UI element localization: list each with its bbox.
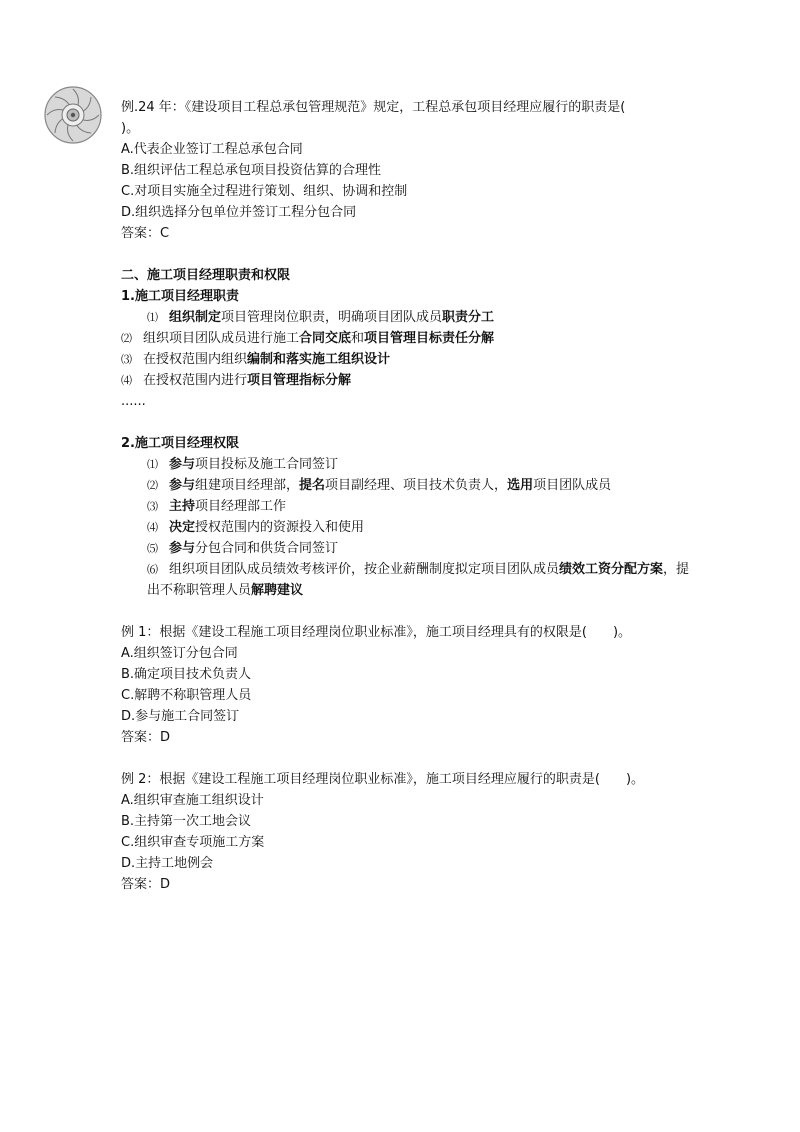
authority-item xyxy=(121,538,696,559)
bold-keyword: 参与 xyxy=(169,541,196,556)
bold-keyword: 提名 xyxy=(299,478,326,493)
item-text: 授权范围内的资源投入和使用 xyxy=(195,520,365,535)
bold-keyword: 参与 xyxy=(169,457,196,472)
item-text: 项目经理部工作 xyxy=(195,499,287,514)
item-number: ⑹ xyxy=(147,563,158,576)
bold-keyword: 绩效工资分配方案 xyxy=(559,562,664,577)
authority-item xyxy=(121,496,696,517)
duties-item xyxy=(121,307,696,328)
ex1-option-a: A.组织签订分包合同 xyxy=(121,646,238,661)
item-number: ⑵ xyxy=(121,332,132,345)
authority-item xyxy=(121,475,696,496)
item-number: ⑴ xyxy=(147,458,158,471)
item-number: ⑸ xyxy=(147,542,158,555)
item-text: 和 xyxy=(351,331,365,346)
item-text: 分包合同和供货合同签订 xyxy=(195,541,339,556)
ex1-stem: 例 1：根据《建设工程施工项目经理岗位职业标准》，施工项目经理具有的权限是( )。 xyxy=(121,625,632,640)
seal-logo-icon xyxy=(44,86,102,144)
ex2-option-d: D.主持工地例会 xyxy=(121,856,214,871)
ex2-option-a: A.组织审查施工组织设计 xyxy=(121,793,264,808)
ex1-option-d: D.参与施工合同签订 xyxy=(121,709,240,724)
item-number: ⑷ xyxy=(121,374,132,387)
q24-option-c: C.对项目实施全过程进行策划、组织、协调和控制 xyxy=(121,184,408,199)
ex2-answer: 答案：D xyxy=(121,877,171,892)
authority-list xyxy=(121,454,696,601)
item-text: 在授权范围内进行 xyxy=(143,373,248,388)
q24-answer: 答案：C xyxy=(121,226,170,241)
q24-option-b: B.组织评估工程总承包项目投资估算的合理性 xyxy=(121,163,382,178)
ex1-answer: 答案：D xyxy=(121,730,171,745)
q24-option-d: D.组织选择分包单位并签订工程分包合同 xyxy=(121,205,357,220)
ex1-option-b: B.确定项目技术负责人 xyxy=(121,667,252,682)
ex2-option-b: B.主持第一次工地会议 xyxy=(121,814,252,829)
q24-stem-line1: 例.24 年：《建设项目工程总承包管理规范》规定，工程总承包项目经理应履行的职责是( xyxy=(121,100,626,115)
bold-keyword: 项目管理指标分解 xyxy=(247,373,352,388)
authority-item xyxy=(121,559,696,601)
duties-item xyxy=(121,370,696,391)
q24-option-a: A.代表企业签订工程总承包合同 xyxy=(121,142,303,157)
item-text: 项目团队成员 xyxy=(533,478,612,493)
bold-keyword: 决定 xyxy=(169,520,196,535)
item-text: 组织项目团队成员绩效考核评价，按企业薪酬制度拟定项目团队成员 xyxy=(169,562,560,577)
document-body xyxy=(121,97,696,895)
item-text: 项目投标及施工合同签订 xyxy=(195,457,339,472)
bold-keyword: 项目管理目标责任分解 xyxy=(364,331,495,346)
ex2-option-c: C.组织审查专项施工方案 xyxy=(121,835,265,850)
ex1-option-c: C.解聘不称职管理人员 xyxy=(121,688,252,703)
duties-item xyxy=(121,349,696,370)
ex2-stem: 例 2：根据《建设工程施工项目经理岗位职业标准》，施工项目经理应履行的职责是( )。 xyxy=(121,772,645,787)
item-number: ⑴ xyxy=(147,311,158,324)
duties-ellipsis: ...... xyxy=(121,394,146,409)
authority-item xyxy=(121,517,696,538)
item-text: ，提出不称职管理人员 xyxy=(147,562,690,598)
item-number: ⑷ xyxy=(147,521,158,534)
item-text: 在授权范围内组织 xyxy=(143,352,248,367)
q24-stem-line2: )。 xyxy=(121,121,140,136)
bold-keyword: 编制和落实施工组织设计 xyxy=(247,352,391,367)
duties-title: 1.施工项目经理职责 xyxy=(121,289,239,304)
duties-list xyxy=(121,307,696,391)
bold-keyword: 解聘建议 xyxy=(251,583,304,598)
bold-keyword: 合同交底 xyxy=(299,331,352,346)
bold-keyword: 参与 xyxy=(169,478,196,493)
bold-keyword: 主持 xyxy=(169,499,196,514)
bold-keyword: 职责分工 xyxy=(442,310,495,325)
duties-item xyxy=(121,328,696,349)
item-text: 组织项目团队成员进行施工 xyxy=(143,331,300,346)
bold-keyword: 组织制定 xyxy=(169,310,222,325)
item-text: 项目管理岗位职责，明确项目团队成员 xyxy=(221,310,443,325)
item-number: ⑶ xyxy=(121,353,132,366)
bold-keyword: 选用 xyxy=(507,478,534,493)
section-heading: 二、施工项目经理职责和权限 xyxy=(121,268,291,283)
item-text: 组建项目经理部， xyxy=(195,478,300,493)
item-number: ⑶ xyxy=(147,500,158,513)
authority-item xyxy=(121,454,696,475)
item-number: ⑵ xyxy=(147,479,158,492)
item-text: 项目副经理、项目技术负责人， xyxy=(325,478,508,493)
authority-title: 2.施工项目经理权限 xyxy=(121,436,239,451)
